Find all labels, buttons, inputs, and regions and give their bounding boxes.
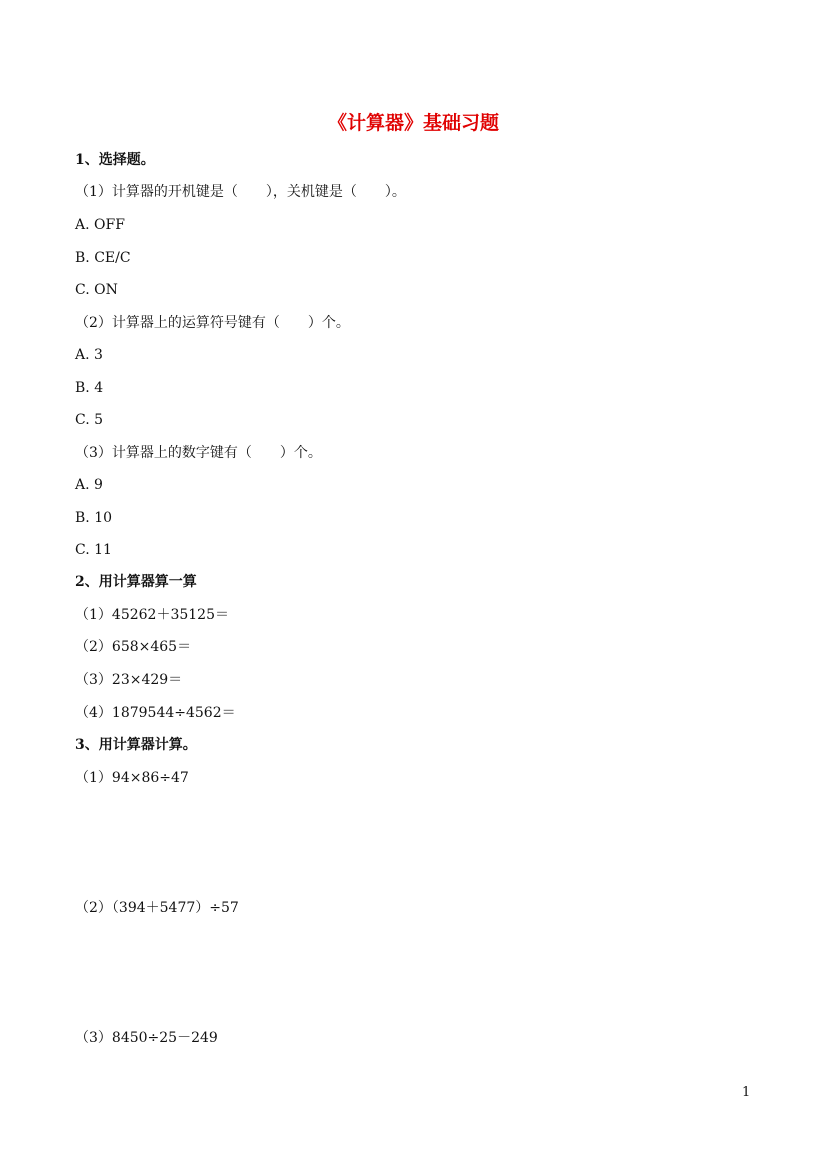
calc-item-2-4: （4）1879544÷4562＝ <box>75 705 236 721</box>
question-1-2-stem: （2）计算器上的运算符号键有（ ）个。 <box>75 315 350 331</box>
question-1-3-stem: （3）计算器上的数字键有（ ）个。 <box>75 445 322 461</box>
section-3-heading: 3、用计算器计算。 <box>75 737 197 753</box>
question-1-1-option-a: A. OFF <box>75 217 125 233</box>
calc-item-2-2: （2）658×465＝ <box>75 639 192 655</box>
question-1-2-option-c: C. 5 <box>75 412 104 428</box>
calc-item-3-2: （2）（394＋5477）÷57 <box>75 900 239 916</box>
calc-item-2-3: （3）23×429＝ <box>75 672 183 688</box>
question-1-3-option-b: B. 10 <box>75 510 113 526</box>
question-1-1-option-b: B. CE/C <box>75 250 131 266</box>
document-title: 《计算器》基础习题 <box>327 112 499 134</box>
calc-item-2-1: （1）45262＋35125＝ <box>75 607 229 623</box>
section-2-heading: 2、用计算器算一算 <box>75 574 197 590</box>
question-1-1-option-c: C. ON <box>75 282 118 298</box>
section-1-heading: 1、选择题。 <box>75 152 155 168</box>
question-1-3-option-a: A. 9 <box>75 477 103 493</box>
question-1-3-option-c: C. 11 <box>75 542 112 558</box>
question-1-2-option-a: A. 3 <box>75 347 103 363</box>
page-number: 1 <box>742 1085 751 1100</box>
question-1-1-stem: （1）计算器的开机键是（ ），关机键是（ ）。 <box>75 184 406 200</box>
calc-item-3-3: （3）8450÷25－249 <box>75 1030 218 1046</box>
calc-item-3-1: （1）94×86÷47 <box>75 770 189 786</box>
question-1-2-option-b: B. 4 <box>75 380 104 396</box>
